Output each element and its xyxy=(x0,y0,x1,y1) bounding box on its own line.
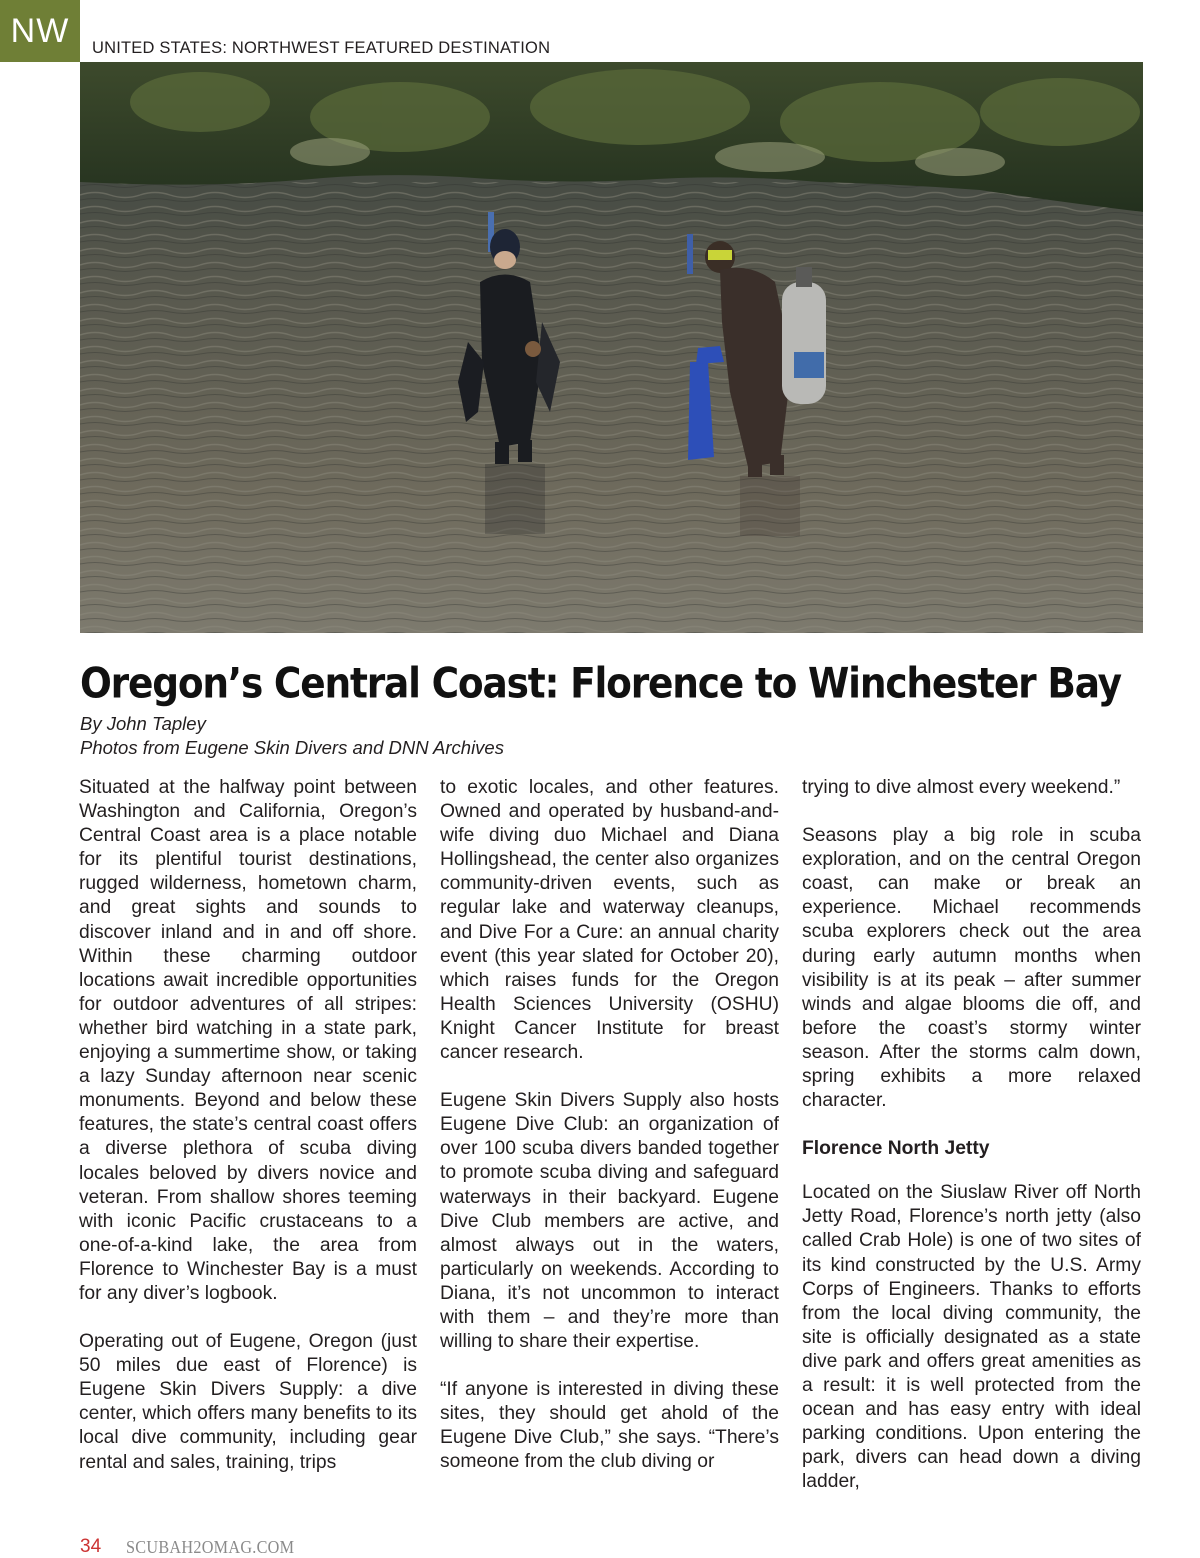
paragraph: “If anyone is interested in diving these sites, they should get ahold of the Eugene Dive Club,” she says. “There’s someone from the club diving or xyxy=(440,1379,779,1473)
site-url: SCUBAH2OMAG.COM xyxy=(126,1537,295,1557)
section-tab: NW xyxy=(0,0,80,62)
article-column-2 xyxy=(440,776,779,1500)
page-number: 34 xyxy=(80,1536,102,1557)
paragraph: Situated at the halfway point between Washington and California, Oregon’s Central Coast area is a place notable for its plentiful tourist destinations, rugged wilderness, hometown charm, and great sights and sounds to discover inland and in and off shore. Within these charming outdoor locations await incredible opportunities for outdoor adventures of all stripes: whether bird watching in a state park, enjoying a summertime show, or taking a lazy Sunday afternoon near scenic monuments. Beyond and below these features, the state’s central coast offers a diverse plethora of scuba diving locales beloved by divers novice and veteran. From shallow shores teeming with iconic Pacific crustaceans to a one-of-a-kind lake, the area from Florence to Winchester Bay is a must for any diver’s logbook. xyxy=(79,777,417,1304)
paragraph: Located on the Siuslaw River off North Jetty Road, Florence’s north jetty (also called Crab Hole) is one of two sites of its kind constructed by the U.S. Army Corps of Engineers. Thanks to efforts from the local diving community, the site is officially designated as a state dive park and offers great amenities as a result: it is well protected from the ocean and has easy entry with ideal parking conditions. Upon entering the park, divers can head down a diving ladder, xyxy=(802,1182,1141,1493)
hero-photo xyxy=(80,62,1143,633)
paragraph: trying to dive almost every weekend.” xyxy=(802,777,1121,798)
article-column-3 xyxy=(802,776,1141,1500)
paragraph: Operating out of Eugene, Oregon (just 50 miles due east of Florence) is Eugene Skin Divers Supply: a dive center, which offers many benefits to its local dive community, including gear rental and sales, training, trips xyxy=(79,1331,417,1473)
photo-credits: Photos from Eugene Skin Divers and DNN Archives xyxy=(80,737,504,758)
byline: By John Tapley xyxy=(80,713,206,734)
article-column-1 xyxy=(79,776,417,1500)
section-label: UNITED STATES: NORTHWEST FEATURED DESTINATION xyxy=(92,39,551,57)
article-title: Oregon’s Central Coast: Florence to Winchester Bay xyxy=(80,658,1121,708)
paragraph: Seasons play a big role in scuba exploration, and on the central Oregon coast, can make or break an experience. Michael recommends scuba explorers check out the area during early autumn months when visibility is at its peak – after summer winds and algae blooms die off, and before the coast’s stormy winter season. After the storms calm down, spring exhibits a more relaxed character. xyxy=(802,825,1141,1112)
subheading: Florence North Jetty xyxy=(802,1138,990,1160)
paragraph: Eugene Skin Divers Supply also hosts Eugene Dive Club: an organization of over 100 scuba divers banded together to promote scuba diving and safeguard waterways in their backyard. Eugene Dive Club members are active, and almost always out in the waters, particularly on weekends. According to Diana, it’s not uncommon to interact with them – and they’re more than willing to share their expertise. xyxy=(440,1090,779,1353)
paragraph: to exotic locales, and other features. Owned and operated by husband-and-wife diving duo Michael and Diana Hollingshead, the center also organizes community-driven events, such as regular lake and waterway cleanups, and Dive For a Cure: an annual charity event (this year slated for October 20), which raises funds for the Oregon Health Sciences University (OSHU) Knight Cancer Institute for breast cancer research. xyxy=(440,777,779,1064)
